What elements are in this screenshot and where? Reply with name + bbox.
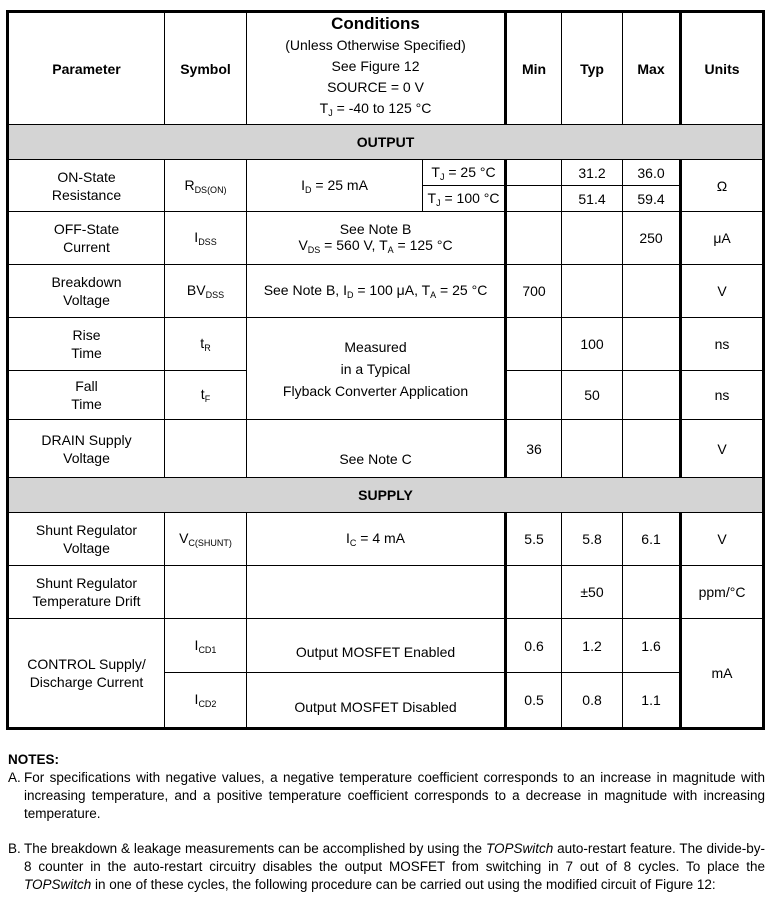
max-value: 6.1 — [623, 513, 681, 566]
min-value — [506, 371, 562, 420]
section-title-supply: SUPPLY — [8, 478, 764, 513]
typ-value: 100 — [562, 318, 623, 371]
max-value: 250 — [623, 212, 681, 265]
max-value — [623, 371, 681, 420]
notes-title: NOTES: — [8, 752, 60, 767]
units-value: V — [681, 513, 764, 566]
col-header-conditions — [247, 12, 506, 125]
param-off-state: OFF-State Current — [8, 212, 165, 265]
table-row — [8, 513, 764, 566]
param-breakdown: Breakdown Voltage — [8, 265, 165, 318]
table-row — [8, 318, 764, 371]
table-row — [8, 160, 764, 186]
units-value: μA — [681, 212, 764, 265]
symbol-tr: $t_R$ — [165, 318, 247, 371]
param-on-state: ON-State Resistance — [8, 160, 165, 212]
cond-rise-fall: Measured in a Typical Flyback Converter Application — [247, 318, 506, 420]
units-value: V — [681, 420, 764, 478]
cond-shunt-drift — [247, 566, 506, 619]
conditions-line3: SOURCE = 0 V — [327, 79, 424, 95]
note-b-label: B. — [8, 841, 21, 856]
symbol-empty — [165, 566, 247, 619]
max-value: 1.6 — [623, 619, 681, 673]
cond-off-state: See Note B $V_{DS} = 560$ V, $T_A = 125$ °C — [247, 212, 506, 265]
max-value — [623, 420, 681, 478]
typ-value — [562, 265, 623, 318]
units-value: ns — [681, 371, 764, 420]
col-header-units: Units — [681, 12, 764, 125]
spec-table — [6, 10, 765, 730]
note-b: B. The breakdown & leakage measurements can be accomplished by using the TOPSwitch auto-restart feature. The divide-by-8 counter in the auto-restart circuitry disables the output MOSFET from switching in 7 out of 8 cycles. To place the TOPSwitch in one of these cycles, the following procedure can be carried out using the modified circuit of Figure 12: — [8, 841, 765, 892]
min-value: 700 — [506, 265, 562, 318]
notes-section — [8, 751, 765, 894]
note-a — [8, 769, 765, 823]
units-value: ns — [681, 318, 764, 371]
cond-mosfet-enabled: Output MOSFET Enabled — [247, 619, 506, 673]
param-fall-time: Fall Time — [8, 371, 165, 420]
conditions-line4: $T_J = -40$ to 125 °C — [319, 100, 432, 118]
typ-value: 31.2 — [562, 160, 623, 186]
param-rise-time: Rise Time — [8, 318, 165, 371]
param-drain-supply: DRAIN Supply Voltage — [8, 420, 165, 478]
conditions-line1: (Unless Otherwise Specified) — [285, 37, 466, 53]
min-value — [506, 160, 562, 186]
max-value: 36.0 — [623, 160, 681, 186]
units-value: ppm/°C — [681, 566, 764, 619]
col-header-max: Max — [623, 12, 681, 125]
note-a-text: For specifications with negative values, a negative temperature coefficient corresponds to an increase in magnitude with increasing temperature, and a positive temperature coefficient corresponds to a decrease in magnitude with increasing temperature. — [24, 770, 765, 821]
param-shunt-voltage: Shunt Regulator Voltage — [8, 513, 165, 566]
note-a-label: A. — [8, 770, 21, 785]
cond-tj-100: $T_J = 100$ °C — [423, 186, 506, 212]
max-value — [623, 265, 681, 318]
col-header-typ: Typ — [562, 12, 623, 125]
cond-mosfet-disabled: Output MOSFET Disabled — [247, 673, 506, 729]
table-row — [8, 566, 764, 619]
typ-value — [562, 420, 623, 478]
symbol-icd1: $I_{CD1}$ — [165, 619, 247, 673]
units-value: mA — [681, 619, 764, 729]
units-value: V — [681, 265, 764, 318]
symbol-idss: $I_{DSS}$ — [165, 212, 247, 265]
col-header-parameter: Parameter — [8, 12, 165, 125]
col-header-min: Min — [506, 12, 562, 125]
min-value: 5.5 — [506, 513, 562, 566]
max-value — [623, 318, 681, 371]
min-value: 0.6 — [506, 619, 562, 673]
cond-shunt-voltage: $I_C = 4$ mA — [247, 513, 506, 566]
table-row — [8, 212, 764, 265]
table-row — [8, 619, 764, 673]
max-value: 1.1 — [623, 673, 681, 729]
conditions-line2: See Figure 12 — [331, 58, 420, 74]
typ-value — [562, 212, 623, 265]
symbol-icd2: $I_{CD2}$ — [165, 673, 247, 729]
min-value: 0.5 — [506, 673, 562, 729]
min-value — [506, 318, 562, 371]
units-value: Ω — [681, 160, 764, 212]
brand-topswitch: TOPSwitch — [24, 877, 92, 892]
cond-on-state: $I_D = 25$ mA — [247, 160, 423, 212]
col-header-symbol: Symbol — [165, 12, 247, 125]
table-row — [8, 420, 764, 478]
symbol-tf: $t_F$ — [165, 371, 247, 420]
param-shunt-drift: Shunt Regulator Temperature Drift — [8, 566, 165, 619]
conditions-title: Conditions — [331, 14, 420, 33]
cond-drain-supply: See Note C — [247, 420, 506, 478]
symbol-bvdss: $BV_{DSS}$ — [165, 265, 247, 318]
typ-value: 51.4 — [562, 186, 623, 212]
header-row — [8, 12, 764, 125]
min-value — [506, 186, 562, 212]
min-value — [506, 566, 562, 619]
section-output — [8, 125, 764, 160]
symbol-rdson: $R_{DS(ON)}$ — [165, 160, 247, 212]
section-title-output: OUTPUT — [8, 125, 764, 160]
typ-value: 50 — [562, 371, 623, 420]
cond-breakdown: See Note B, $I_D = 100$ μA, $T_A = 25$ °C — [247, 265, 506, 318]
min-value: 36 — [506, 420, 562, 478]
min-value — [506, 212, 562, 265]
typ-value: 0.8 — [562, 673, 623, 729]
section-supply — [8, 478, 764, 513]
typ-value: 5.8 — [562, 513, 623, 566]
table-row — [8, 265, 764, 318]
max-value — [623, 566, 681, 619]
symbol-empty — [165, 420, 247, 478]
symbol-vc-shunt: $V_{C(SHUNT)}$ — [165, 513, 247, 566]
max-value: 59.4 — [623, 186, 681, 212]
typ-value: 1.2 — [562, 619, 623, 673]
param-control-supply: CONTROL Supply/ Discharge Current — [8, 619, 165, 729]
cond-tj-25: $T_J = 25$ °C — [423, 160, 506, 186]
typ-value: ±50 — [562, 566, 623, 619]
brand-topswitch: TOPSwitch — [485, 841, 554, 856]
